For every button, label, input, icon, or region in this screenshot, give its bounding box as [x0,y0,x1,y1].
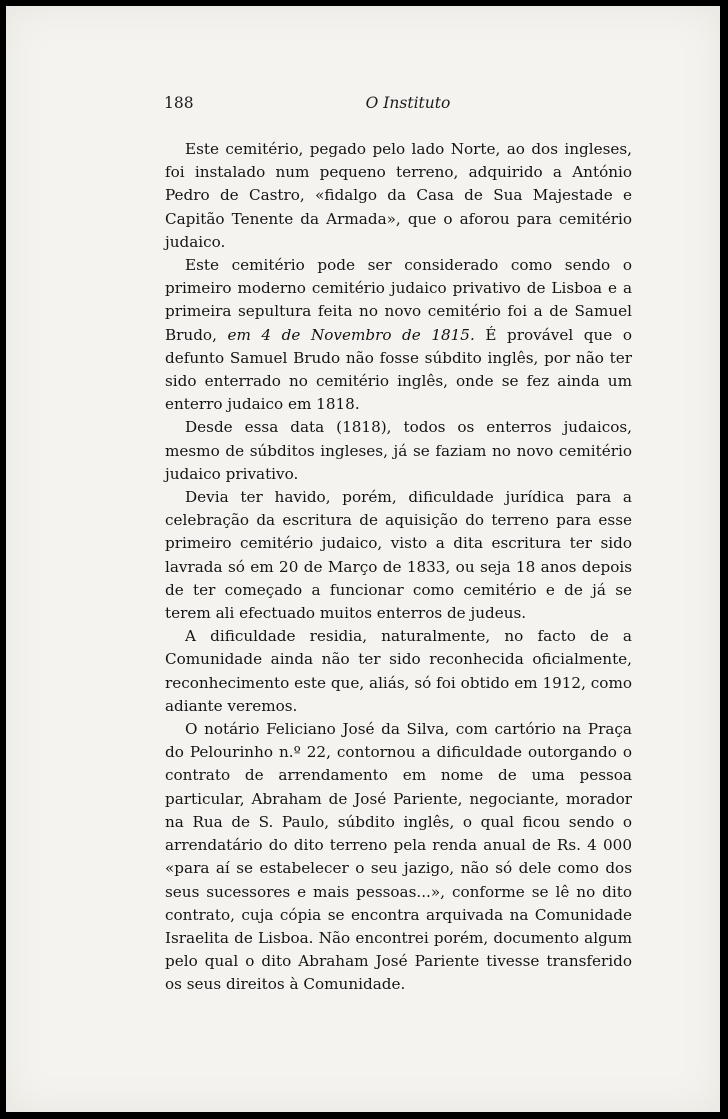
paragraph-4: Devia ter havido, porém, dificuldade jurídica para a celebração da escritura de aquisição do terreno para esse primeiro cemitério judaico, visto a dita escritura ter sido lavrada só em 20 de Março de 1833, ou seja 18 anos depois de ter começado a funcionar como cemitério e de já se terem ali efectuado muitos enterros de judeus. [165,488,632,623]
body-text [165,138,632,997]
paragraph-2-text-before: Este cemitério pode ser considerado como sendo o primeiro moderno cemitério judaico privativo de Lisboa e a primeira sepultura feita no novo cemitério foi a de Samuel Brudo, [165,256,632,344]
paragraph-2-italic-date: em 4 de Novembro de 1815. [227,325,475,344]
book-page [6,6,720,1112]
paragraph-5: A dificuldade residia, naturalmente, no facto de a Comunidade ainda não ter sido reconhecida oficialmente, reconhecimento este que, aliás, só foi obtido em 1912, como adiante veremos. [165,627,632,715]
paragraph-6: O notário Feliciano José da Silva, com cartório na Praça do Pelourinho n.º 22, contornou a dificuldade outorgando o contrato de arrendamento em nome de uma pessoa particular, Abraham de José Pariente, negociante, morador na Rua de S. Paulo, súbdito inglês, o qual ficou sendo o arrendatário do dito terreno pela renda anual de Rs. 4 000 «para aí se estabelecer o seu jazigo, não só dele como dos seus sucessores e mais pessoas...», conforme se lê no dito contrato, cuja cópia se encontra arquivada na Comunidade Israelita de Lisboa. Não encontrei porém, documento algum pelo qual o dito Abraham José Pariente tivesse transferido os seus direitos à Comunidade. [165,720,632,994]
paragraph-2-text-after: É provável que o defunto Samuel Brudo não fosse súbdito inglês, por não ter sido enterrado no cemitério inglês, onde se fez ainda um enterro judaico em 1818. [165,325,632,414]
paragraph-2 [165,254,632,416]
paragraph-1: Este cemitério, pegado pelo lado Norte, ao dos ingleses, foi instalado num pequeno terreno, adquirido a António Pedro de Castro, «fidalgo da Casa de Sua Majestade e Capitão Tenente da Armada», que o aforou para cemitério judaico. [165,140,632,251]
paragraph-3: Desde essa data (1818), todos os enterros judaicos, mesmo de súbditos ingleses, já se faziam no novo cemitério judaico privativo. [165,418,632,483]
running-title: O Instituto [365,94,451,112]
page-number: 188 [164,94,194,112]
page-header [158,94,632,118]
